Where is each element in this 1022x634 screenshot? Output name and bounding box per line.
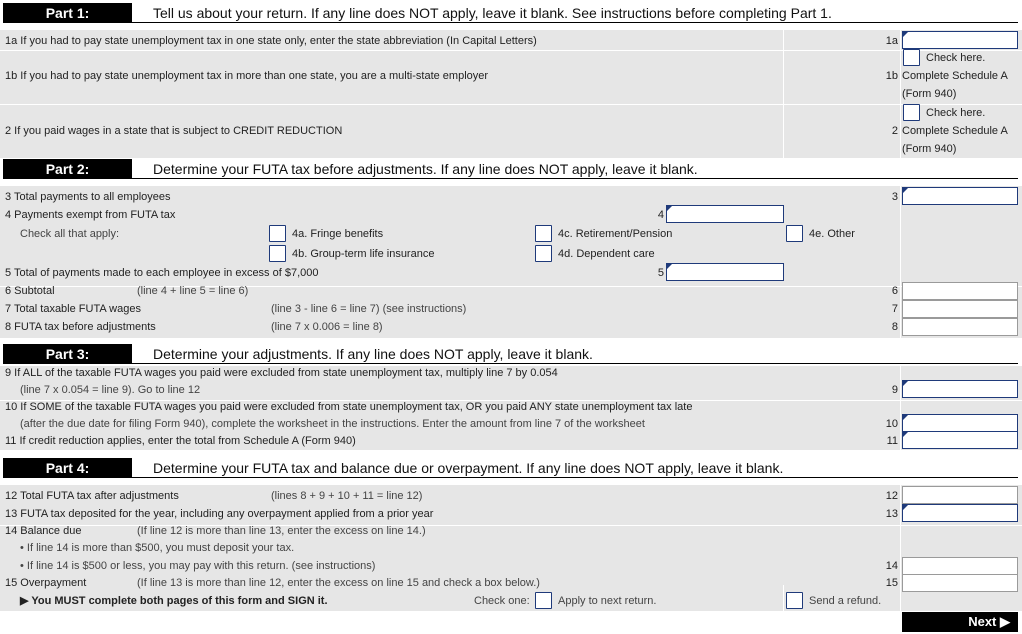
line-14-field [902, 557, 1018, 575]
line-2-form: (Form 940) [902, 143, 957, 155]
dependent-care-checkbox[interactable] [535, 245, 552, 262]
line-8-field [902, 318, 1018, 336]
line-11-input[interactable] [902, 431, 1018, 449]
line-12-number: 12 [885, 490, 898, 502]
line-5-label: 5 Total of payments made to each employee in excess of $7,000 [5, 267, 319, 279]
line-10-number: 10 [885, 418, 898, 430]
row-divider [0, 50, 1022, 51]
line-12-label: 12 Total FUTA tax after adjustments [5, 490, 179, 502]
line-15-field [902, 574, 1018, 592]
bullet-pay-text: If line 14 is $500 or less, you may pay with this return. (see instructions) [26, 560, 376, 572]
line-5-input[interactable] [666, 263, 784, 281]
line-4-number: 4 [657, 209, 664, 221]
part1-band [0, 30, 1022, 158]
line-15-label: 15 Overpayment [5, 577, 87, 589]
line-3-number: 3 [891, 191, 898, 203]
line-2-label: 2 If you paid wages in a state that is subject to CREDIT REDUCTION [5, 125, 343, 137]
retirement-pension-label: 4c. Retirement/Pension [558, 228, 673, 240]
line-7-number: 7 [891, 303, 898, 315]
fringe-benefits-label: 4a. Fringe benefits [292, 228, 384, 240]
part4-header [0, 457, 1022, 479]
multi-state-checkbox[interactable] [903, 49, 920, 66]
bullet-deposit-text: If line 14 is more than $500, you must deposit your tax. [26, 542, 295, 554]
part1-title: Tell us about your return. If any line does NOT apply, leave it blank. See instructions before completing Part 1. [153, 5, 832, 21]
part3-header [0, 343, 1022, 365]
line-13-label: 13 FUTA tax deposited for the year, including any overpayment applied from a prior year [5, 508, 434, 520]
line-8-label: 8 FUTA tax before adjustments [5, 321, 156, 333]
line-1a-label: 1a If you had to pay state unemployment tax in one state only, enter the state abbreviation (In Capital Letters) [5, 35, 537, 47]
line-12-note: (lines 8 + 9 + 10 + 11 = line 12) [271, 490, 423, 502]
line-7-note: (line 3 - line 6 = line 7) (see instructions) [271, 303, 467, 315]
line-4-input[interactable] [666, 205, 784, 223]
line-14-number: 14 [885, 560, 898, 572]
divider [900, 485, 901, 611]
credit-reduction-checkbox[interactable] [903, 104, 920, 121]
part3-title: Determine your adjustments. If any line does NOT apply, leave it blank. [153, 346, 593, 362]
line-9-label: 9 If ALL of the taxable FUTA wages you paid were excluded from state unemployment tax, multiply line 7 by 0.054 [5, 367, 558, 379]
line-15-number: 15 [885, 577, 898, 589]
line-6-field [902, 282, 1018, 300]
part4-label: Part 4: [3, 458, 132, 478]
part2-label: Part 2: [3, 159, 132, 179]
line-1b-check-label: Check here. [926, 52, 986, 64]
bullet-deposit: • If line 14 is more than $500, you must deposit your tax. [20, 542, 295, 554]
part4-rule [132, 477, 1018, 478]
state-abbreviation-input[interactable] [902, 31, 1018, 49]
part1-header [0, 2, 1022, 24]
line-10-input[interactable] [902, 414, 1018, 432]
sign-reminder-text: You MUST complete both pages of this form and SIGN it. [31, 595, 328, 607]
line-11-number: 11 [886, 435, 898, 447]
line-10-sub: (after the due date for filing Form 940), complete the worksheet in the instructions. Enter the amount from line 7 of the worksheet [20, 418, 645, 430]
divider [783, 585, 784, 611]
line-10-label: 10 If SOME of the taxable FUTA wages you paid were excluded from state unemployment tax, OR you paid ANY state unemployment tax late [5, 401, 693, 413]
line-7-label: 7 Total taxable FUTA wages [5, 303, 141, 315]
part1-label: Part 1: [3, 3, 132, 23]
part2-header [0, 158, 1022, 180]
line-12-field [902, 486, 1018, 504]
line-5-number: 5 [657, 267, 664, 279]
line-13-number: 13 [885, 508, 898, 520]
bullet-pay: • If line 14 is $500 or less, you may pay with this return. (see instructions) [20, 560, 376, 572]
line-2-number: 2 [891, 125, 898, 137]
line-3-input[interactable] [902, 187, 1018, 205]
group-term-life-label: 4b. Group-term life insurance [292, 248, 435, 260]
line-3-label: 3 Total payments to all employees [5, 191, 171, 203]
line-14-note: (If line 12 is more than line 13, enter the excess on line 14.) [137, 525, 426, 537]
other-checkbox[interactable] [786, 225, 803, 242]
line-6-note: (line 4 + line 5 = line 6) [137, 285, 249, 297]
send-refund-label: Send a refund. [809, 595, 882, 607]
row-divider [0, 104, 1022, 105]
line-2-schedule: Complete Schedule A [902, 125, 1008, 137]
part4-title: Determine your FUTA tax and balance due or overpayment. If any line does NOT apply, leave it blank. [153, 460, 784, 476]
line-9-number: 9 [891, 384, 898, 396]
line-14-label: 14 Balance due [5, 525, 82, 537]
line-1a-number: 1a [885, 35, 898, 47]
divider [900, 186, 901, 338]
divider [900, 366, 901, 450]
part1-rule [132, 22, 1018, 23]
part2-rule [132, 178, 1018, 179]
next-button[interactable]: Next ▶ [902, 612, 1018, 632]
retirement-pension-checkbox[interactable] [535, 225, 552, 242]
part3-label: Part 3: [3, 344, 132, 364]
other-label: 4e. Other [809, 228, 855, 240]
apply-next-return-label: Apply to next return. [558, 595, 657, 607]
line-1b-schedule: Complete Schedule A [902, 70, 1008, 82]
line-9-input[interactable] [902, 380, 1018, 398]
check-one-label: Check one: [474, 595, 530, 607]
line-1b-form: (Form 940) [902, 88, 957, 100]
line-8-number: 8 [891, 321, 898, 333]
part2-title: Determine your FUTA tax before adjustments. If any line does NOT apply, leave it blank. [153, 161, 698, 177]
line-7-field [902, 300, 1018, 318]
line-13-input[interactable] [902, 504, 1018, 522]
part3-rule [132, 363, 1018, 364]
fringe-benefits-checkbox[interactable] [269, 225, 286, 242]
dependent-care-label: 4d. Dependent care [558, 248, 655, 260]
line-1b-label: 1b If you had to pay state unemployment tax in more than one state, you are a multi-state employer [5, 70, 489, 82]
line-15-note: (If line 13 is more than line 12, enter the excess on line 15 and check a box below.) [137, 577, 540, 589]
send-refund-checkbox[interactable] [786, 592, 803, 609]
sign-reminder: ▶ You MUST complete both pages of this form and SIGN it. [20, 595, 328, 607]
line-6-label: 6 Subtotal [5, 285, 55, 297]
line-2-check-label: Check here. [926, 107, 986, 119]
check-all-label: Check all that apply: [20, 228, 120, 240]
line-8-note: (line 7 x 0.006 = line 8) [271, 321, 383, 333]
group-term-life-checkbox[interactable] [269, 245, 286, 262]
line-11-label: 11 If credit reduction applies, enter the total from Schedule A (Form 940) [5, 435, 356, 447]
line-6-number: 6 [891, 285, 898, 297]
line-9-sub: (line 7 x 0.054 = line 9). Go to line 12 [20, 384, 201, 396]
apply-next-return-checkbox[interactable] [535, 592, 552, 609]
line-1b-number: 1b [885, 70, 898, 82]
line-4-label: 4 Payments exempt from FUTA tax [5, 209, 176, 221]
